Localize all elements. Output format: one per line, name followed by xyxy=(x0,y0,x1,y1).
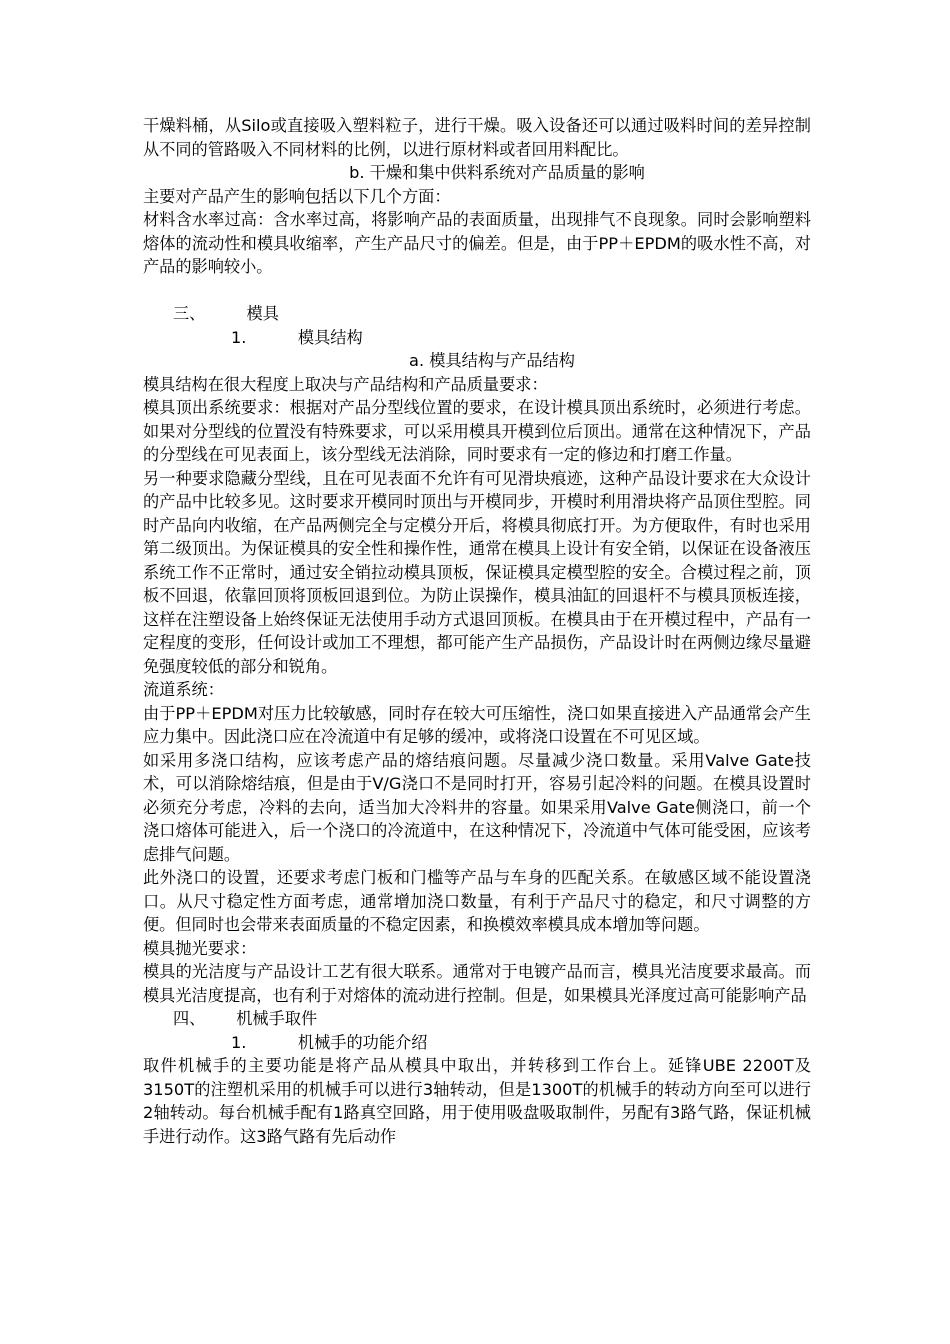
blank-line xyxy=(143,279,811,303)
paragraph-drying-hopper: 干燥料桶，从Silo或直接吸入塑料粒子，进行干燥。吸入设备还可以通过吸料时间的差异控制从不同的管路吸入不同材料的比例，以进行原材料或者回用料配比。 xyxy=(143,116,811,159)
section-heading-robot-function: 1. 机械手的功能介绍 xyxy=(231,1032,428,1052)
paragraph-moisture: 材料含水率过高：含水率过高，将影响产品的表面质量，出现排气不良现象。同时会影响塑料熔体的流动性和模具收缩率，产生产品尺寸的偏差。但是，由于PP＋EPDM的吸水性不高，对产品的影响较小。 xyxy=(143,210,811,276)
paragraph-gate-placement: 此外浇口的设置，还要求考虑门板和门槛等产品与车身的匹配关系。在敏感区域不能设置浇口。从尺寸稳定性方面考虑，通常增加浇口数量，有利于产品尺寸的稳定，和尺寸调整的方便。但同时也会带来表面质量的不稳定因素，和换模效率模具成本增加等问题。 xyxy=(143,868,811,934)
paragraph-hidden-parting-line: 另一种要求隐藏分型线，且在可见表面不允许有可见滑块痕迹，这种产品设计要求在大众设计的产品中比较多见。这时要求开模同时顶出与开模同步，开模时利用滑块将产品顶住型腔。同时产品向内收缩，在产品两侧完全与定模分开后，将模具彻底打开。为方便取件，有时也采用第二级顶出。为保证模具的安全性和操作性，通常在模具上设计有安全销，以保证在设备液压系统工作不正常时，通过安全销拉动模具顶板，保证模具定模型腔的安全。合模过程之前，顶板不回退，依靠回顶将顶板回退到位。为防止误操作，模具油缸的回退杆不与模具顶板连接，这样在注塑设备上始终保证无法使用手动方式退回顶板。在模具由于在开模过程中，产品有一定程度的变形，任何设计或加工不理想，都可能产生产品损伤，产品设计时在两侧边缘尽量避免强度较低的部分和锐角。 xyxy=(143,468,811,676)
label-runner-system: 流道系统： xyxy=(143,680,224,699)
section-heading-b: b. 干燥和集中供料系统对产品质量的影响 xyxy=(349,163,645,182)
paragraph-runner-pressure: 由于PP＋EPDM对压力比较敏感，同时存在较大可压缩性，浇口如果直接进入产品通常会产生应力集中。因此浇口应在冷流道中有足够的缓冲，或将浇口设置在不可见区域。 xyxy=(143,703,811,746)
paragraph-multi-gate: 如采用多浇口结构，应该考虑产品的熔结痕问题。尽量减少浇口数量。采用Valve Gate技术，可以消除熔结痕，但是由于V/G浇口不是同时打开，容易引起冷料的问题。在模具设置时必须充分考虑，冷料的去向，适当加大冷料井的容量。如果采用Valve Gate侧浇口，前一个浇口熔体可能进入，后一个浇口的冷流道中，在这种情况下，冷流道中气体可能受困，应该考虑排气问题。 xyxy=(143,750,811,864)
label-mold-polishing: 模具抛光要求： xyxy=(143,938,257,958)
paragraph-mold-polishing: 模具的光洁度与产品设计工艺有很大联系。通常对于电镀产品而言，模具光洁度要求最高。而模具光洁度提高，也有利于对熔体的流动进行控制。但是，如果模具光泽度过高可能影响产品 xyxy=(143,962,811,1005)
subsection-heading-a: a. 模具结构与产品结构 xyxy=(409,351,575,370)
document-body xyxy=(143,114,811,1148)
paragraph-ejection-system: 模具顶出系统要求：根据对产品分型线位置的要求，在设计模具顶出系统时，必须进行考虑。如果对分型线的位置没有特殊要求，可以采用模具开模到位后顶出。通常在这种情况下，产品的分型线在可见表面上，该分型线无法消除，同时要求有一定的修边和打磨工作量。 xyxy=(143,398,811,464)
paragraph-robot-function: 取件机械手的主要功能是将产品从模具中取出，并转移到工作台上。延锋UBE 2200T及3150T的注塑机采用的机械手可以进行3轴转动，但是1300T的机械手的转动方向至可以进行2轴转动。每台机械手配有1路真空回路，用于使用吸盘吸取制件，另配有3路气路，保证机械手进行动作。这3路气路有先后动作 xyxy=(143,1056,811,1146)
chapter-heading-robot: 四、 机械手取件 xyxy=(173,1009,318,1028)
section-heading-mold-structure: 1. 模具结构 xyxy=(231,327,363,347)
paragraph-mold-structure-intro: 模具结构在很大程度上取决与产品结构和产品质量要求： xyxy=(143,374,548,394)
paragraph-effects-intro: 主要对产品产生的影响包括以下几个方面： xyxy=(143,186,451,206)
chapter-heading-mold: 三、 模具 xyxy=(173,304,279,323)
